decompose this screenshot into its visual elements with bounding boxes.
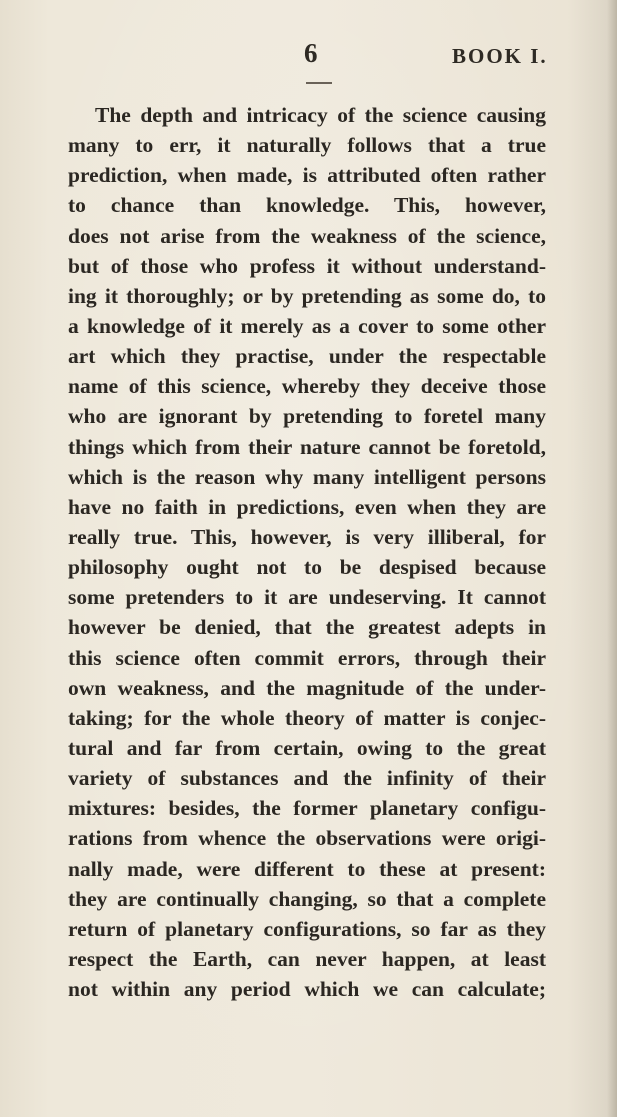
text-line: rations from whence the observations were origi- <box>68 826 546 851</box>
page-edge-shadow <box>607 0 617 1117</box>
text-line: to chance than knowledge. This, however, <box>68 193 546 218</box>
text-line: taking; for the whole theory of matter is conjec- <box>68 705 546 730</box>
text-line: art which they practise, under the respectable <box>68 344 546 369</box>
text-line: a knowledge of it merely as a cover to some other <box>68 313 546 338</box>
text-line: variety of substances and the infinity of their <box>68 766 546 791</box>
text-line: have no faith in predictions, even when they are <box>68 494 546 519</box>
text-line: some pretenders to it are undeserving. It cannot <box>68 585 546 610</box>
header-rule <box>306 82 332 84</box>
page-number: 6 <box>304 38 318 68</box>
text-line: many to err, it naturally follows that a true <box>68 133 546 158</box>
text-line: nally made, were different to these at present: <box>68 856 546 881</box>
text-line: name of this science, whereby they deceive those <box>68 374 546 399</box>
text-line: things which from their nature cannot be foretold, <box>68 434 546 459</box>
text-line: not within any period which we can calculate; <box>68 977 546 1002</box>
running-header <box>0 38 617 78</box>
text-line: respect the Earth, can never happen, at least <box>68 946 546 971</box>
text-line: they are continually changing, so that a complete <box>68 886 546 911</box>
book-label: BOOK I. <box>452 44 548 68</box>
text-line: philosophy ought not to be despised because <box>68 555 546 580</box>
text-line: really true. This, however, is very illiberal, for <box>68 524 546 549</box>
text-line: return of planetary configurations, so far as they <box>68 916 546 941</box>
text-line: however be denied, that the greatest adepts in <box>68 615 546 640</box>
text-line: The depth and intricacy of the science causing <box>95 103 546 127</box>
text-line: tural and far from certain, owing to the great <box>68 735 546 760</box>
text-line: ing it thoroughly; or by pretending as some do, to <box>68 283 546 308</box>
text-line: mixtures: besides, the former planetary configu- <box>68 796 546 821</box>
text-line: does not arise from the weakness of the science, <box>68 223 546 248</box>
text-line: own weakness, and the magnitude of the under- <box>68 675 546 700</box>
text-line: this science often commit errors, through their <box>68 645 546 670</box>
text-line: but of those who profess it without understand- <box>68 253 546 278</box>
text-line: which is the reason why many intelligent persons <box>68 464 546 489</box>
text-line: who are ignorant by pretending to foretel many <box>68 404 546 429</box>
text-line: prediction, when made, is attributed often rather <box>68 163 546 188</box>
body-text <box>68 100 546 1004</box>
